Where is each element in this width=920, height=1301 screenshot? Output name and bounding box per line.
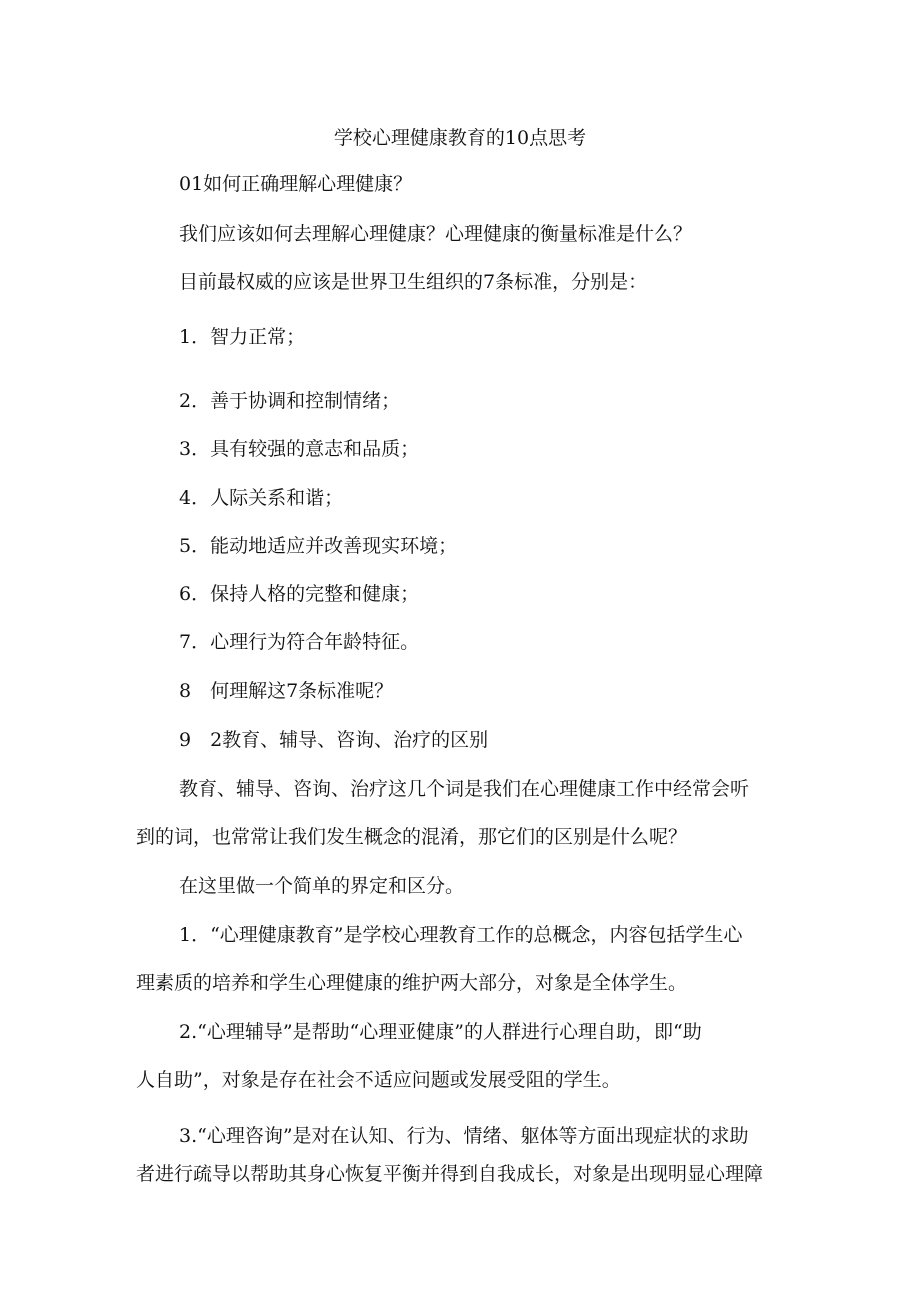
list-item: 7．心理行为符合年龄特征。 xyxy=(179,631,420,653)
section-heading-2: 9 2教育、辅导、咨询、治疗的区别 xyxy=(179,729,489,751)
paragraph-line: 人自助”，对象是存在社会不适应问题或发展受阻的学生。 xyxy=(136,1069,621,1091)
list-item: 3．具有较强的意志和品质； xyxy=(179,438,420,460)
list-item: 1．智力正常； xyxy=(179,326,306,348)
list-item: 5．能动地适应并改善现实环境； xyxy=(179,535,458,557)
list-item: 6．保持人格的完整和健康； xyxy=(179,583,420,605)
paragraph-line: 2.“心理辅导”是帮助“心理亚健康”的人群进行心理自助，即“助 xyxy=(179,1021,702,1043)
paragraph-line: 教育、辅导、咨询、治疗这几个词是我们在心理健康工作中经常会听 xyxy=(179,778,750,800)
paragraph-line: 我们应该如何去理解心理健康？心理健康的衡量标准是什么？ xyxy=(179,223,693,245)
list-item: 2．善于协调和控制情绪； xyxy=(179,390,401,412)
list-item: 4．人际关系和谐； xyxy=(179,487,344,509)
paragraph-line: 1．“心理健康教育”是学校心理教育工作的总概念，内容包括学生心 xyxy=(179,924,743,946)
paragraph-line: 3.“心理咨询”是对在认知、行为、情绪、躯体等方面出现症状的求助 xyxy=(179,1125,749,1147)
paragraph-line: 者进行疏导以帮助其身心恢复平衡并得到自我成长，对象是出现明显心理障 xyxy=(136,1163,764,1185)
list-item: 8 何理解这7条标准呢？ xyxy=(179,680,394,702)
section-heading-1: 01如何正确理解心理健康？ xyxy=(179,173,413,195)
paragraph-line: 目前最权威的应该是世界卫生组织的7条标准，分别是： xyxy=(179,271,648,293)
paragraph-line: 到的词，也常常让我们发生概念的混淆，那它们的区别是什么呢？ xyxy=(136,826,688,848)
document-title: 学校心理健康教育的10点思考 xyxy=(333,127,587,149)
paragraph-line: 理素质的培养和学生心理健康的维护两大部分，对象是全体学生。 xyxy=(136,972,688,994)
paragraph-line: 在这里做一个简单的界定和区分。 xyxy=(179,875,465,897)
